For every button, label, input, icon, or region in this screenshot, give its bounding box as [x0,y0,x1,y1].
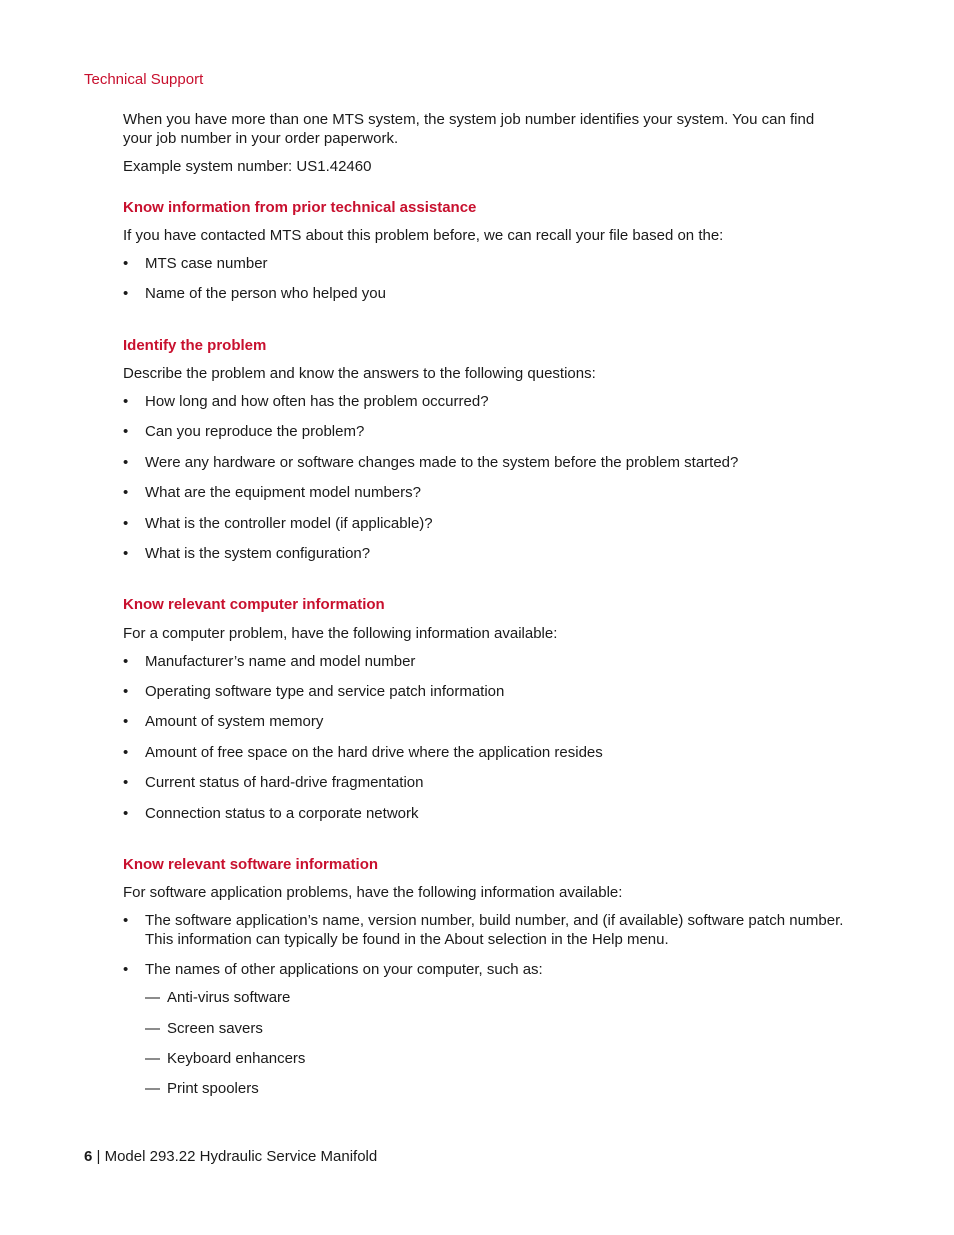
list-identify-problem [123,392,847,563]
bullet-glyph: • [123,653,129,670]
dash-glyph: — [145,1020,160,1037]
sublist-item-text: Anti-virus software [167,989,291,1006]
bullet-glyph: • [123,805,129,822]
bullet-glyph: • [123,961,129,978]
list-item [123,773,847,792]
list-item-text: Current status of hard-drive fragmentation [145,774,424,791]
list-item [123,284,847,303]
section-lead-identify-problem: Describe the problem and know the answers to the following questions: [123,365,596,382]
bullet-glyph: • [123,683,129,700]
list-software-info [123,911,847,1098]
footer-doc-title: Model 293.22 Hydraulic Service Manifold [104,1148,378,1165]
section-heading-identify-problem: Identify the problem [123,337,267,354]
list-item [123,544,847,563]
bullet-glyph: • [123,393,129,410]
sublist-item [145,1019,847,1038]
bullet-glyph: • [123,912,129,929]
bullet-glyph: • [123,423,129,440]
example-system-number: Example system number: US1.42460 [123,158,372,175]
list-item-text: Amount of free space on the hard drive where the application resides [145,744,603,761]
sublist-item [145,988,847,1007]
page-footer [84,1148,377,1165]
list-item [123,453,847,472]
sublist-item [145,1049,847,1068]
section-lead-prior-assistance: If you have contacted MTS about this problem before, we can recall your file based on the: [123,227,724,244]
sublist-other-applications [145,988,847,1098]
bullet-glyph: • [123,515,129,532]
bullet-glyph: • [123,774,129,791]
bullet-glyph: • [123,454,129,471]
page-content [123,110,847,1098]
list-item-text: MTS case number [145,255,268,272]
list-item-text: What are the equipment model numbers? [145,484,421,501]
sublist-item-text: Keyboard enhancers [167,1050,306,1067]
list-item-text: Operating software type and service patch information [145,683,505,700]
section-lead-computer-info: For a computer problem, have the following information available: [123,625,558,642]
list-item [123,743,847,762]
bullet-glyph: • [123,744,129,761]
list-item-text: Were any hardware or software changes made to the system before the problem started? [145,454,739,471]
dash-glyph: — [145,989,160,1006]
bullet-glyph: • [123,484,129,501]
section-heading-software-info: Know relevant software information [123,856,379,873]
list-prior-assistance [123,254,847,303]
section-heading-computer-info: Know relevant computer information [123,596,385,613]
list-item [123,254,847,273]
list-item-text: Can you reproduce the problem? [145,423,365,440]
bullet-glyph: • [123,713,129,730]
list-item-text: What is the system configuration? [145,545,371,562]
list-item-text: Amount of system memory [145,713,324,730]
list-item [123,392,847,411]
list-item [123,652,847,671]
list-item [123,960,847,1098]
section-heading-prior-assistance: Know information from prior technical assistance [123,199,477,216]
dash-glyph: — [145,1080,160,1097]
list-item [123,804,847,823]
list-item-text: Name of the person who helped you [145,285,386,302]
list-item [123,911,847,949]
sublist-item-text: Print spoolers [167,1080,259,1097]
list-item [123,682,847,701]
intro-paragraph: When you have more than one MTS system, the system job number identifies your system. You can find your job number in your order paperwork. [123,111,815,147]
bullet-glyph: • [123,285,129,302]
list-item-text: How long and how often has the problem occurred? [145,393,489,410]
footer-separator: | [96,1148,101,1165]
bullet-glyph: • [123,545,129,562]
section-lead-software-info: For software application problems, have the following information available: [123,884,623,901]
list-item-text: Manufacturer’s name and model number [145,653,416,670]
page-number: 6 [84,1148,93,1165]
bullet-glyph: • [123,255,129,272]
list-item [123,514,847,533]
list-item-text: The names of other applications on your computer, such as: [145,961,543,978]
running-header: Technical Support [84,71,204,88]
list-item-text: Connection status to a corporate network [145,805,419,822]
sublist-item [145,1079,847,1098]
dash-glyph: — [145,1050,160,1067]
sublist-item-text: Screen savers [167,1020,263,1037]
list-item [123,712,847,731]
list-item [123,422,847,441]
list-computer-info [123,652,847,823]
list-item-text: The software application’s name, version number, build number, and (if available) software patch number. This information can typically be found in the About selection in the Help menu. [145,912,844,948]
list-item [123,483,847,502]
list-item-text: What is the controller model (if applicable)? [145,515,433,532]
